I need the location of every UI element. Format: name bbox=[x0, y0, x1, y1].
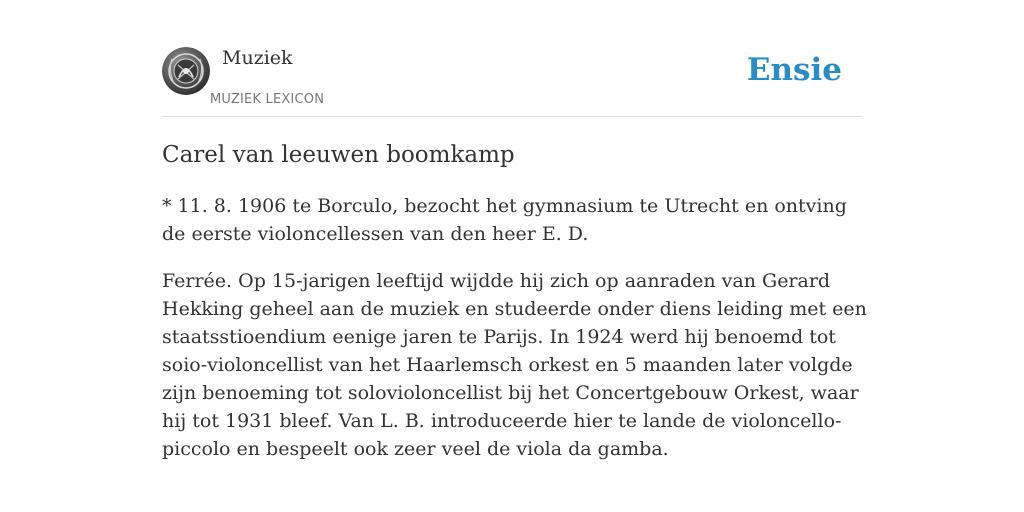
article-paragraph: Ferrée. Op 15-jarigen leeftijd wijdde hij zich op aanraden van Gerard Hekking geheel aan de muziek en studeerde onder diens leiding met een staatsstioendium eenige jaren te Parijs. In 1924 werd hij benoemd tot soio-violoncellist van het Haarlemsch orkest en 5 maanden later volgde zijn benoeming tot solovioloncellist bij het Concertgebouw Orkest, waar hij tot 1931 bleef. Van L. B. introduceerde hier te lande de violoncello-piccolo en bespeelt ook zeer veel de viola da gamba. bbox=[162, 270, 867, 460]
avatar[interactable] bbox=[162, 47, 210, 95]
source-header bbox=[162, 44, 862, 117]
article-paragraph: * 11. 8. 1906 te Borculo, bezocht het gymnasium te Utrecht en ontving de eerste violoncellessen van den heer E. D. bbox=[162, 195, 847, 245]
source-subtitle[interactable]: MUZIEK LEXICON bbox=[210, 92, 325, 107]
brand-logo[interactable]: Ensie bbox=[746, 52, 842, 88]
article-title: Carel van leeuwen boomkamp bbox=[162, 142, 515, 168]
article-body bbox=[162, 192, 867, 482]
music-emblem-icon bbox=[162, 47, 210, 95]
source-name[interactable]: Muziek bbox=[222, 47, 293, 69]
